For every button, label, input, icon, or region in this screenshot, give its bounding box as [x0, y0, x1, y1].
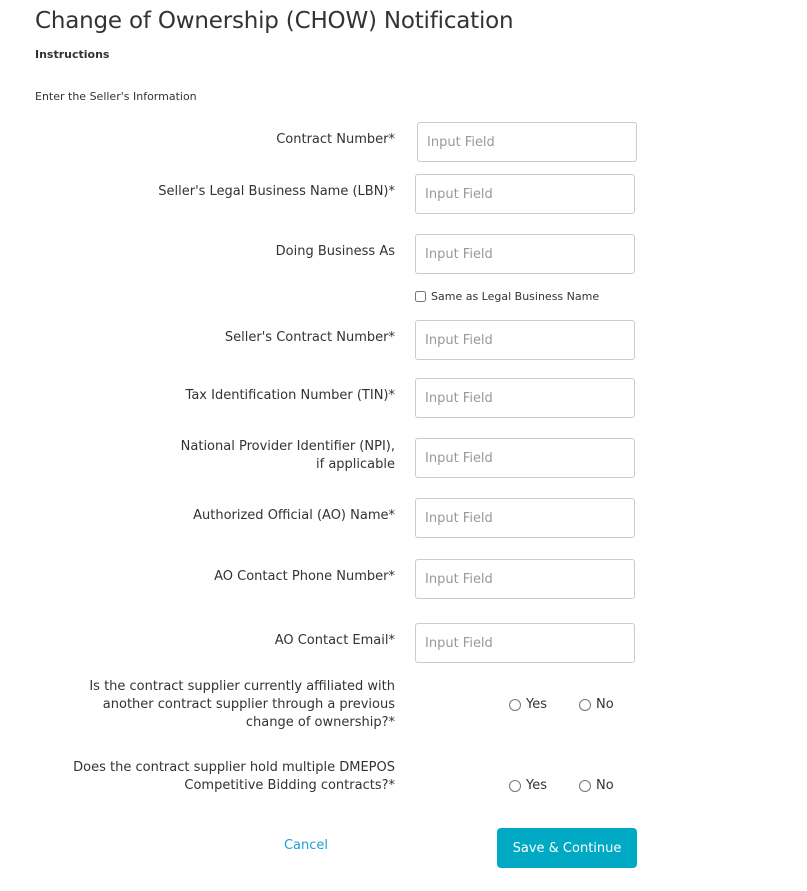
- affiliation-yes-radio[interactable]: [509, 697, 547, 712]
- yes-label: Yes: [526, 778, 547, 793]
- contract-number-label: Contract Number*: [276, 132, 395, 147]
- lbn-label: Seller's Legal Business Name (LBN)*: [158, 184, 395, 199]
- ao-phone-input[interactable]: [415, 559, 635, 599]
- instructions-heading: Instructions: [35, 48, 110, 61]
- same-as-lbn-label: Same as Legal Business Name: [431, 290, 600, 303]
- affiliation-question-line3: change of ownership?*: [245, 715, 395, 730]
- ao-name-input[interactable]: [415, 498, 635, 538]
- same-as-lbn-checkbox[interactable]: [415, 290, 599, 303]
- npi-label: [181, 438, 395, 474]
- save-continue-button[interactable]: Save & Continue: [497, 828, 637, 868]
- multiple-contracts-no-radio[interactable]: [579, 778, 614, 793]
- dba-input[interactable]: [415, 234, 635, 274]
- same-as-lbn-checkbox-input[interactable]: [415, 291, 426, 302]
- affiliation-no-radio[interactable]: [579, 697, 614, 712]
- dba-label: Doing Business As: [275, 244, 395, 259]
- lbn-input[interactable]: [415, 174, 635, 214]
- seller-contract-number-input[interactable]: [415, 320, 635, 360]
- affiliation-yes-radio-input[interactable]: [509, 699, 521, 711]
- multiple-contracts-yes-radio-input[interactable]: [509, 780, 521, 792]
- multiple-contracts-no-radio-input[interactable]: [579, 780, 591, 792]
- multiple-contracts-question-line1: Does the contract supplier hold multiple DMEPOS: [73, 760, 395, 775]
- affiliation-question: [89, 678, 395, 732]
- multiple-contracts-yes-radio[interactable]: [509, 778, 547, 793]
- cancel-button[interactable]: Cancel: [283, 838, 329, 853]
- seller-contract-number-label: Seller's Contract Number*: [224, 330, 395, 345]
- no-label: No: [596, 697, 614, 712]
- tin-label: Tax Identification Number (TIN)*: [185, 388, 395, 403]
- affiliation-no-radio-input[interactable]: [579, 699, 591, 711]
- ao-name-label: Authorized Official (AO) Name*: [193, 508, 395, 523]
- section-subtitle: Enter the Seller's Information: [35, 90, 197, 103]
- npi-label-line2: if applicable: [316, 457, 395, 472]
- yes-label: Yes: [526, 697, 547, 712]
- tin-input[interactable]: [415, 378, 635, 418]
- no-label: No: [596, 778, 614, 793]
- npi-input[interactable]: [415, 438, 635, 478]
- npi-label-line1: National Provider Identifier (NPI),: [180, 439, 395, 454]
- ao-email-label: AO Contact Email*: [274, 633, 395, 648]
- page-title: Change of Ownership (CHOW) Notification: [35, 8, 514, 34]
- affiliation-question-line1: Is the contract supplier currently affiliated with: [89, 679, 395, 694]
- affiliation-question-line2: another contract supplier through a previous: [102, 697, 395, 712]
- contract-number-input[interactable]: [417, 122, 637, 162]
- multiple-contracts-question: [73, 759, 395, 795]
- ao-email-input[interactable]: [415, 623, 635, 663]
- multiple-contracts-question-line2: Competitive Bidding contracts?*: [184, 778, 395, 793]
- ao-phone-label: AO Contact Phone Number*: [214, 569, 395, 584]
